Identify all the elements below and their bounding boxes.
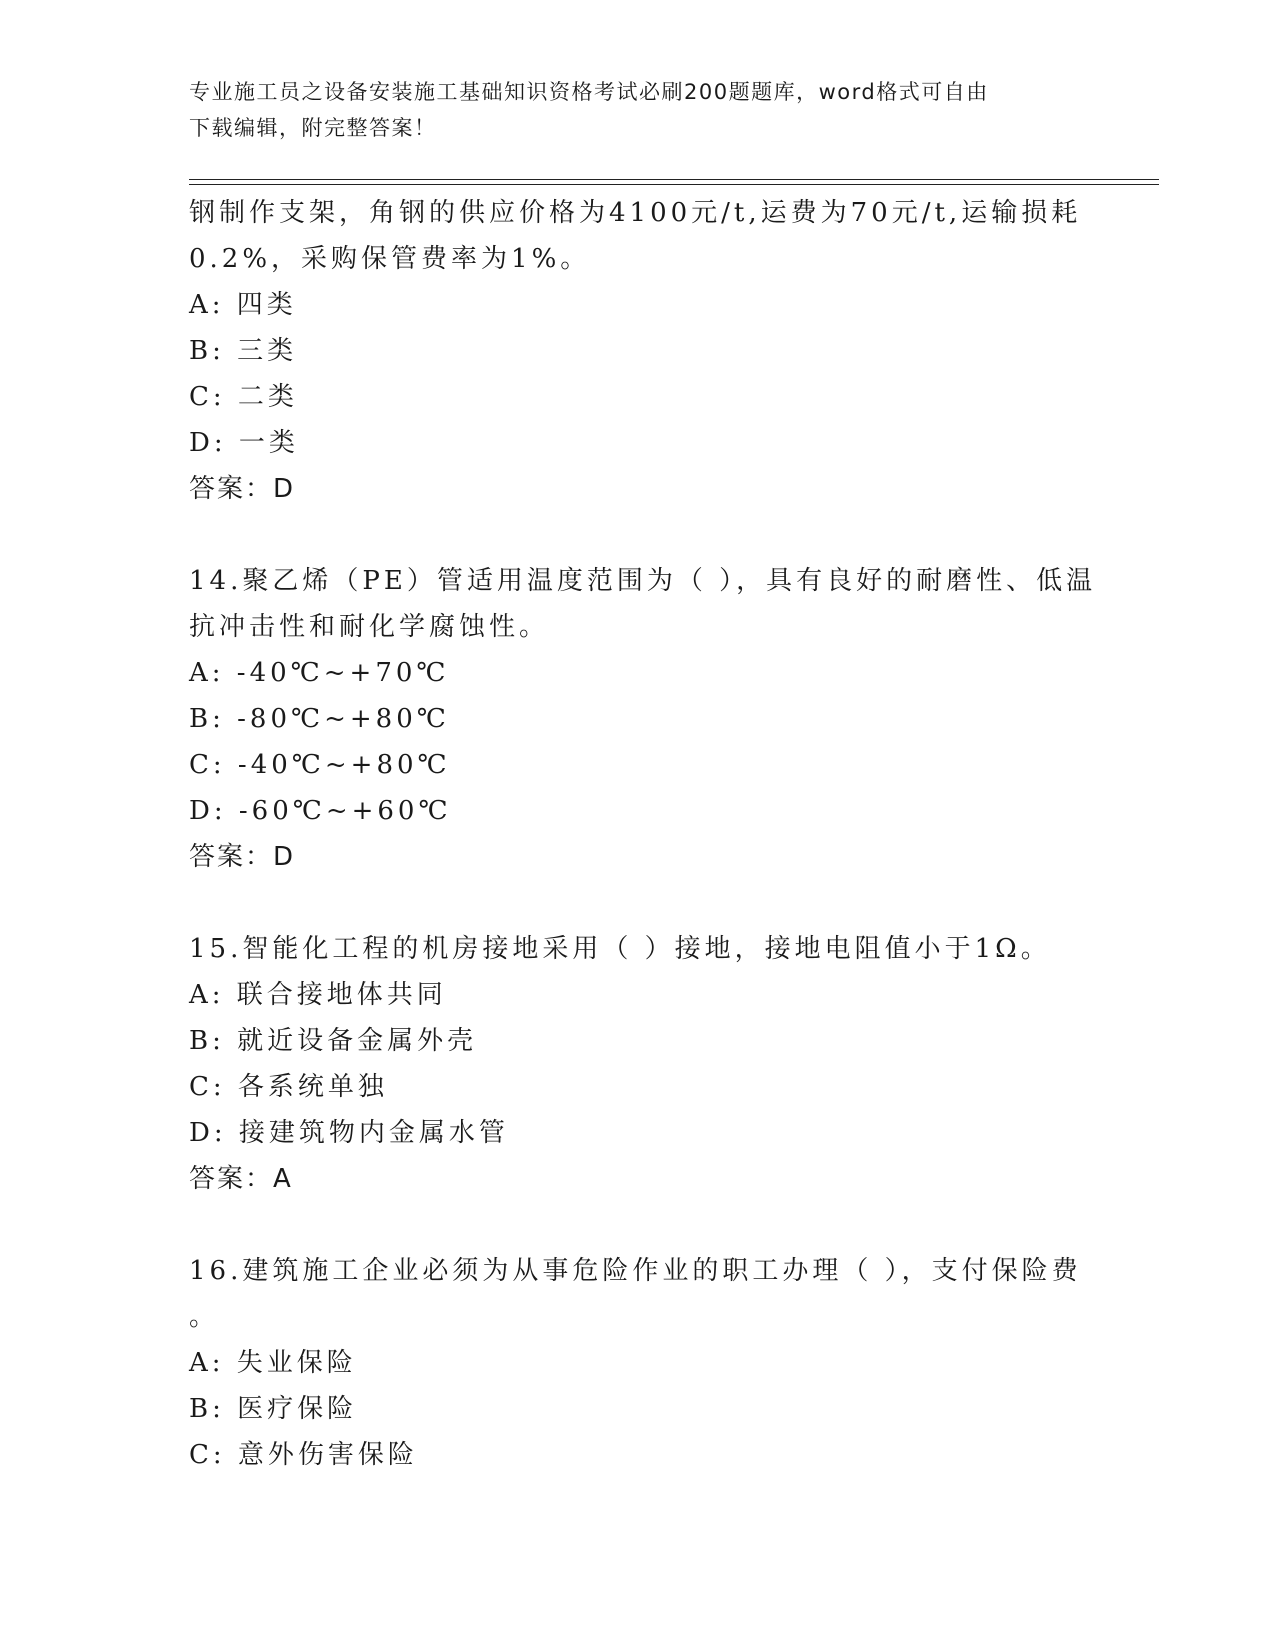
- option-c: C: 二类: [189, 382, 298, 412]
- option-b: B: -80℃~+80℃: [189, 704, 450, 734]
- option-b: B: 就近设备金属外壳: [189, 1026, 478, 1056]
- question-text: 0.2%，采购保管费率为1%。: [189, 244, 591, 274]
- question-text: 抗冲击性和耐化学腐蚀性。: [189, 612, 550, 642]
- answer: 答案：A: [189, 1164, 293, 1194]
- question-text: 14.聚乙烯（PE）管适用温度范围为（ ），具有良好的耐磨性、低温: [189, 566, 1097, 596]
- question-14: [189, 558, 1097, 880]
- question-13-continued: [189, 190, 1089, 512]
- answer: 答案：D: [189, 474, 296, 504]
- question-text: 钢制作支架，角钢的供应价格为4100元/t,运费为70元/t,运输损耗: [189, 198, 1082, 228]
- document-body: [189, 190, 1097, 1478]
- option-b: B: 医疗保险: [189, 1394, 358, 1424]
- header-line-2: 下载编辑，附完整答案！: [189, 116, 437, 140]
- option-a: A: 联合接地体共同: [189, 980, 447, 1010]
- option-c: C: 各系统单独: [189, 1072, 388, 1102]
- question-text: 16.建筑施工企业必须为从事危险作业的职工办理（ ），支付保险费: [189, 1256, 1082, 1286]
- question-text: 15.智能化工程的机房接地采用（ ）接地，接地电阻值小于1Ω。: [189, 934, 1051, 964]
- option-a: A: 四类: [189, 290, 297, 320]
- option-d: D: -60℃~+60℃: [189, 796, 452, 826]
- option-a: A: -40℃~+70℃: [189, 658, 450, 688]
- option-d: D: 接建筑物内金属水管: [189, 1118, 509, 1148]
- header-line-1: 专业施工员之设备安装施工基础知识资格考试必刷200题题库，word格式可自由: [189, 80, 989, 104]
- header-divider-bottom: [189, 184, 1159, 185]
- option-c: C: -40℃~+80℃: [189, 750, 451, 780]
- question-16: [189, 1248, 1089, 1478]
- question-text: 。: [189, 1302, 220, 1332]
- option-c: C: 意外伤害保险: [189, 1440, 418, 1470]
- question-15: [189, 926, 1089, 1202]
- header-divider-top: [189, 179, 1159, 180]
- document-header: [189, 74, 1089, 146]
- answer: 答案：D: [189, 842, 296, 872]
- option-b: B: 三类: [189, 336, 298, 366]
- option-d: D: 一类: [189, 428, 299, 458]
- option-a: A: 失业保险: [189, 1348, 357, 1378]
